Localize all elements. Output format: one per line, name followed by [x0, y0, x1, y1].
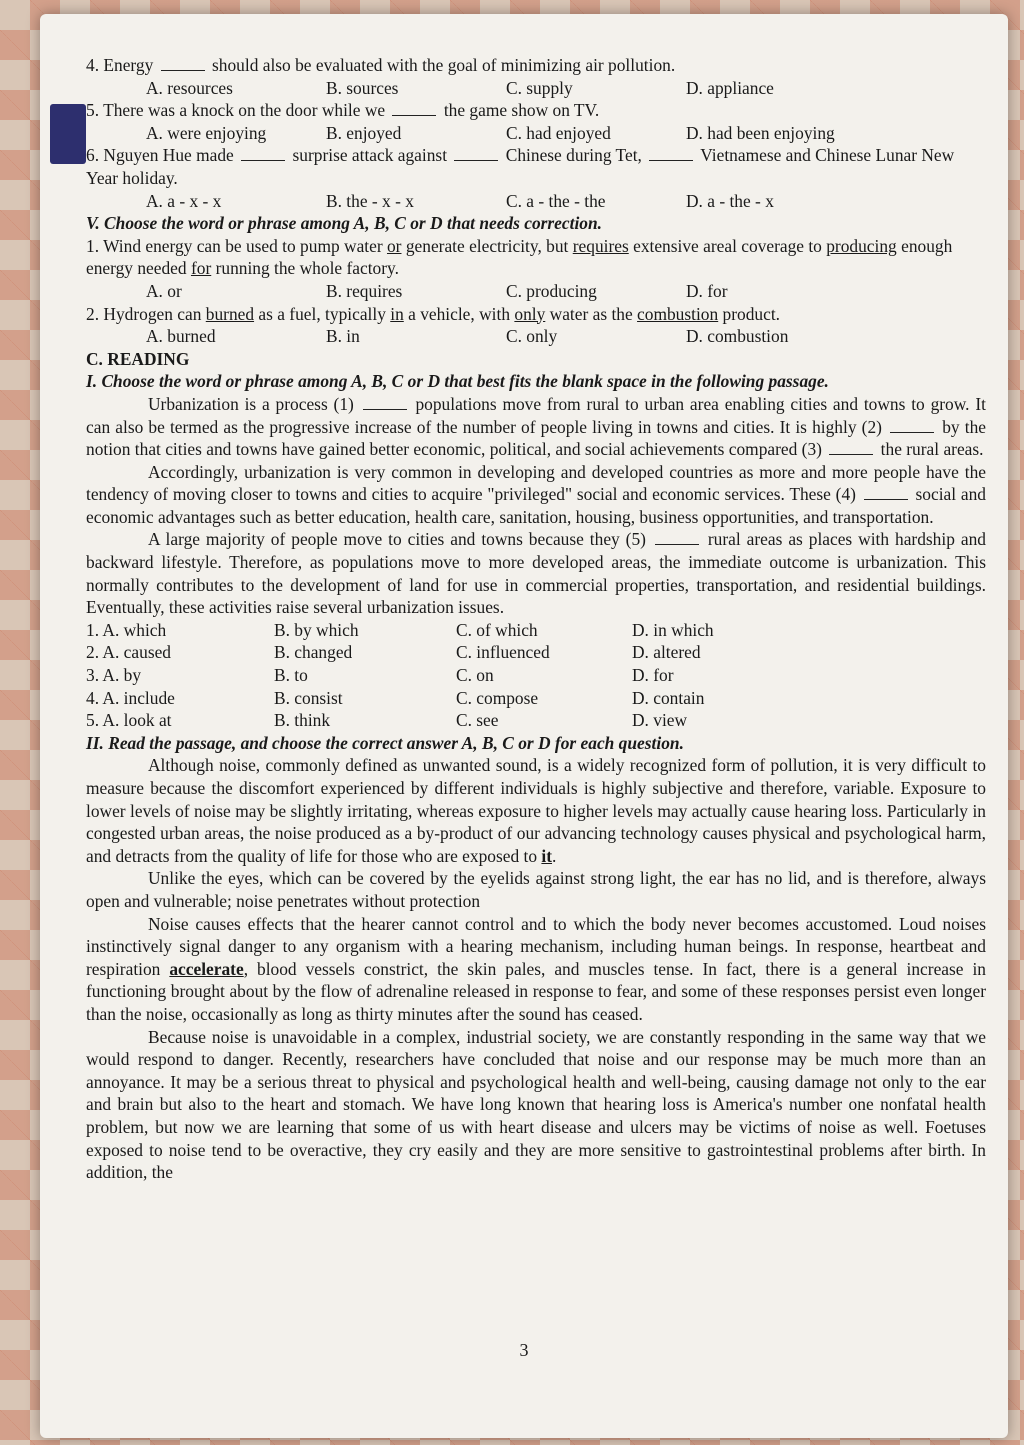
option-c: C. had enjoyed	[506, 122, 611, 143]
answer-option: 4. A. include	[86, 687, 175, 708]
option-d: D. had been enjoying	[686, 122, 835, 143]
underlined-word: combustion	[637, 303, 719, 324]
passage-paragraph-2	[86, 461, 986, 529]
answer-option: C. influenced	[456, 642, 550, 663]
option-d: D. for	[686, 280, 728, 301]
reading-part2-title: II. Read the passage, and choose the correct answer A, B, C or D for each question.	[86, 732, 684, 753]
answer-option: D. for	[632, 665, 674, 686]
option-a: A. resources	[146, 77, 233, 98]
options-row	[86, 190, 986, 213]
question-text: extensive areal coverage to	[628, 235, 827, 256]
noise-paragraph-4: Because noise is unavoidable in a complex, industrial society, we are constantly responding in the same way that we would respond to danger. Recently, researchers have concluded that noise and our response may be much more than an annoyance. It may be a serious threat to physical and psychological health and well-being, causing damage not only to the ear and brain but also to the heart and stomach. We have long known that hearing loss is America's number one nonfatal health problem, but now we are learning that some of us with heart disease and ulcers may be victims of noise as well. Foetuses exposed to noise tend to be overactive, they cry easily and they are more sensitive to gastrointestinal problems after birth. In addition, the	[86, 1026, 986, 1183]
answer-option: 2. A. caused	[86, 642, 171, 663]
passage-text: Accordingly, urbanization is very common in developing and developed countries as more and more people have the tendency of moving closer to towns and cities to acquire "privileged" social and economic services. These (4)	[86, 461, 986, 505]
answer-option: D. contain	[632, 687, 705, 708]
underlined-word: producing	[826, 235, 897, 256]
blank	[363, 408, 407, 410]
answer-option: C. see	[456, 710, 499, 731]
option-a: A. burned	[146, 326, 216, 347]
passage-text: rural areas as places with hardship and backward lifestyle. Therefore, as populations move to more developed areas, the immediate outcome is urbanization. This normally contributes to the development of land for use in commercial properties, transportation, and residential buildings. Eventually, these activities raise several urbanization issues.	[86, 529, 986, 618]
question-text: enough energy needed	[86, 235, 953, 279]
question-text: 2. Hydrogen can	[86, 303, 206, 324]
option-b: B. in	[326, 326, 360, 347]
passage-text: populations move from rural to urban area enabling cities and towns to grow. It can also be termed as the progressive increase of the number of people living in towns and cities. It is highly (2)	[86, 393, 986, 437]
section-v-title: V. Choose the word or phrase among A, B, C or D that needs correction.	[86, 213, 603, 234]
blank	[864, 498, 908, 500]
answer-option: D. view	[632, 710, 688, 731]
options-row	[86, 77, 986, 100]
answer-option: D. altered	[632, 642, 701, 663]
reading-heading: C. READING	[86, 348, 190, 369]
option-b: B. requires	[326, 280, 403, 301]
passage-text: the rural areas.	[880, 439, 984, 460]
options-row	[86, 325, 986, 348]
question-text: should also be evaluated with the goal of minimizing air pollution.	[212, 55, 676, 75]
answer-option: B. by which	[274, 619, 359, 640]
option-c: C. only	[506, 326, 558, 347]
question-text: 1. Wind energy can be used to pump water	[86, 235, 387, 256]
reading-part1-title: I. Choose the word or phrase among A, B, C or D that best fits the blank space in the following passage.	[86, 371, 829, 392]
underlined-word: accelerate	[169, 958, 244, 979]
underlined-word: or	[386, 235, 402, 256]
passage-paragraph-3	[86, 528, 986, 618]
option-d: D. combustion	[686, 326, 789, 347]
options-row	[86, 122, 986, 145]
noise-paragraph-2: Unlike the eyes, which can be covered by the eyelids against strong light, the ear has no lid, and is therefore, always open and vulnerable; noise penetrates without protection	[86, 868, 986, 911]
page-number: 3	[519, 1340, 529, 1360]
answer-option: 3. A. by	[86, 665, 142, 686]
question-text: Vietnamese and Chinese Lunar New Year holiday.	[86, 145, 955, 188]
blank	[454, 159, 498, 161]
question-text: a vehicle, with	[403, 303, 515, 324]
passage-paragraph-1	[86, 393, 986, 461]
page-content	[86, 54, 986, 1184]
underlined-word: it	[541, 845, 553, 866]
option-d: D. a - the - x	[686, 190, 774, 211]
blank	[829, 453, 873, 455]
option-a: A. a - x - x	[146, 190, 222, 211]
option-c: C. supply	[506, 77, 573, 98]
blank	[655, 543, 699, 545]
underlined-word: burned	[205, 303, 255, 324]
option-a: A. were enjoying	[146, 122, 267, 143]
question-text: generate electricity, but	[401, 235, 573, 256]
passage-text: Although noise, commonly defined as unwanted sound, is a widely recognized form of pollution, it is very difficult to measure because the discomfort experienced by different individuals is highly subjective and therefore, variable. Exposure to lower levels of noise may be slightly irritating, whereas exposure to higher levels may actually cause hearing loss. Particularly in congested urban areas, the noise produced as a by-product of our advancing technology causes physical and psychological harm, and detracts from the quality of life for those who are exposed to	[86, 755, 986, 866]
answer-option: 5. A. look at	[86, 710, 172, 731]
passage-text: , blood vessels constrict, the skin pales, and muscles tense. In fact, there is a general increase in functioning brought about by the flow of adrenaline released in response to fear, and some of these responses persist even longer than the noise, occasionally as long as thirty minutes after the sound has ceased.	[86, 958, 987, 1024]
option-d: D. appliance	[686, 77, 774, 98]
answer-option: 1. A. which	[86, 619, 167, 640]
question-text: as a fuel, typically	[254, 303, 391, 324]
answer-option: C. of which	[456, 619, 538, 640]
answer-option: B. changed	[274, 642, 353, 663]
question-text: 4. Energy	[86, 55, 154, 75]
answer-option: C. compose	[456, 687, 539, 708]
option-b: B. enjoyed	[326, 122, 402, 143]
underlined-word: requires	[572, 235, 629, 256]
blank	[649, 159, 693, 161]
option-c: C. a - the - the	[506, 190, 606, 211]
paper-sheet	[40, 14, 1008, 1438]
answer-option: B. think	[274, 710, 331, 731]
question-text: surprise attack against	[292, 145, 448, 166]
question-6	[86, 144, 986, 189]
question-text: Chinese during Tet,	[505, 145, 642, 166]
option-c: C. producing	[506, 280, 597, 301]
question-text: the game show on TV.	[443, 100, 600, 121]
option-b: B. sources	[326, 77, 399, 98]
answer-grid	[86, 619, 986, 732]
passage-text: social and economic advantages such as better education, health care, sanitation, housing, business opportunities, and transportation.	[86, 484, 986, 527]
question-text: running the whole factory.	[211, 258, 399, 279]
noise-paragraph-3	[86, 913, 986, 1026]
passage-text: Noise causes effects that the hearer cannot control and to which the body never becomes accustomed. Loud noises instinctively signal danger to any organism with a hearing mechanism, including human beings. In response, heartbeat and respiration	[86, 913, 986, 979]
noise-paragraph-1	[86, 754, 986, 867]
question-text: water as the	[545, 303, 638, 324]
question-text: 5. There was a knock on the door while we	[86, 100, 386, 121]
answer-option: B. to	[274, 665, 308, 686]
answer-option: D. in which	[632, 619, 714, 640]
correction-question-2	[86, 303, 986, 326]
underlined-word: only	[514, 303, 546, 324]
option-b: B. the - x - x	[326, 190, 414, 211]
underlined-word: for	[190, 258, 212, 279]
passage-text: A large majority of people move to cities and towns because they (5)	[148, 529, 646, 550]
option-a: A. or	[146, 280, 182, 301]
question-text: 6. Nguyen Hue made	[86, 145, 234, 166]
answer-option: B. consist	[274, 687, 343, 708]
blank	[161, 69, 205, 71]
passage-text: Urbanization is a process (1)	[148, 393, 354, 414]
options-row	[86, 280, 986, 303]
blank	[241, 159, 285, 161]
passage-text: .	[552, 845, 557, 866]
binder-clip	[50, 104, 86, 164]
blank	[392, 114, 436, 116]
blank	[890, 431, 934, 433]
question-4	[86, 54, 986, 77]
passage-text: by the notion that cities and towns have gained better economic, political, and social achievements compared (3)	[86, 416, 986, 460]
question-text: product.	[718, 303, 781, 324]
answer-option: C. on	[456, 665, 494, 686]
correction-question-1	[86, 235, 986, 280]
question-5	[86, 99, 986, 122]
underlined-word: in	[390, 303, 404, 324]
